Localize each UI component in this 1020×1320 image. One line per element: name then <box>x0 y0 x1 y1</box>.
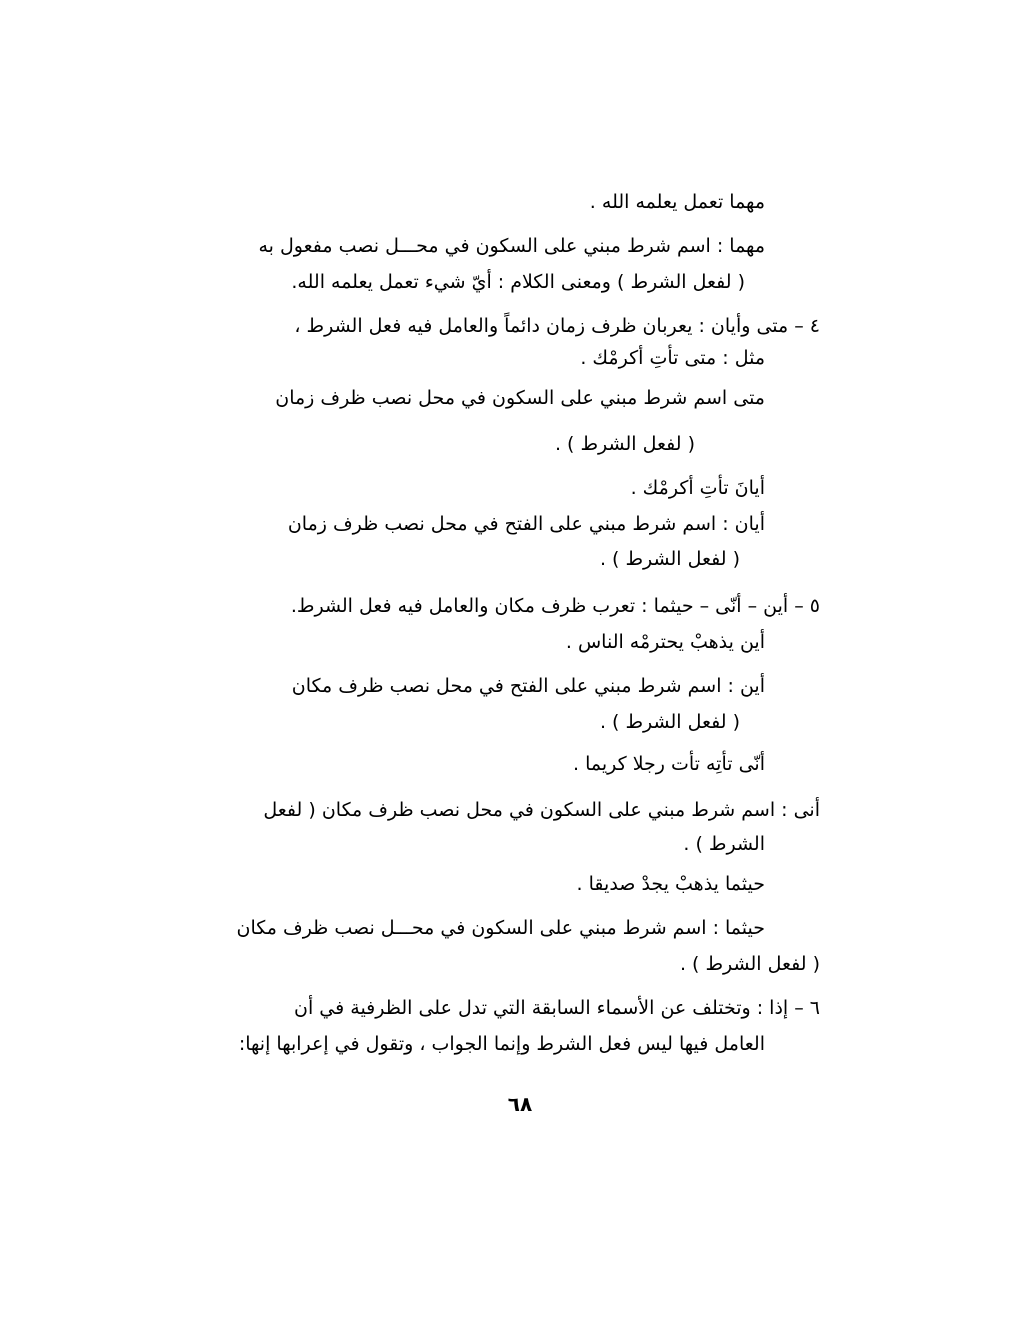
text-line: مهما تعمل يعلمه الله . <box>589 191 765 213</box>
text-line: أين : اسم شرط مبني على الفتح في محل نصب ظرف مكان <box>291 675 765 697</box>
text-line: متى اسم شرط مبني على السكون في محل نصب ظرف زمان <box>275 387 765 409</box>
text-line: مثل : متى تأتِ أكرمْك . <box>580 347 765 369</box>
text-line: ( لفعل الشرط ) . <box>679 953 820 975</box>
text-line: أنّى تأتِه تأت رجلا كريما . <box>572 753 765 775</box>
text-line: حيثما : اسم شرط مبني على السكون في محـــل نصب ظرف مكان <box>236 917 765 939</box>
text-line: الشرط ) . <box>683 833 765 855</box>
text-line: العامل فيها ليس فعل الشرط وإنما الجواب ، وتقول في إعرابها إنها: <box>238 1033 765 1055</box>
text-line: حيثما يذهبْ يجدْ صديقا . <box>576 873 765 895</box>
text-line: أيان : اسم شرط مبني على الفتح في محل نصب ظرف زمان <box>287 513 765 535</box>
text-line: ٦ – إذا : وتختلف عن الأسماء السابقة التي تدل على الظرفية في أن <box>294 997 820 1019</box>
text-line: أنى : اسم شرط مبني على السكون في محل نصب ظرف مكان ( لفعل <box>263 799 820 821</box>
text-line: أين يذهبْ يحترمْه الناس . <box>565 631 765 653</box>
text-line: أيانَ تأتِ أكرمْك . <box>630 477 765 499</box>
page-number: ٦٨ <box>507 1092 533 1116</box>
text-line: ( لفعل الشرط ) . <box>599 548 740 570</box>
text-line: ٤ – متى وأيان : يعربان ظرف زمان دائماً والعامل فيه فعل الشرط ، <box>294 315 820 337</box>
text-line: ٥ – أين – أنّى – حيثما : تعرب ظرف مكان والعامل فيه فعل الشرط. <box>290 595 820 617</box>
text-line: مهما : اسم شرط مبني على السكون في محـــل نصب مفعول به <box>258 235 765 257</box>
text-line: ( لفعل الشرط ) . <box>554 433 695 455</box>
text-line: ( لفعل الشرط ) . <box>599 711 740 733</box>
text-line: ( لفعل الشرط ) ومعنى الكلام : أيّ شيء تعمل يعلمه الله. <box>291 271 745 293</box>
